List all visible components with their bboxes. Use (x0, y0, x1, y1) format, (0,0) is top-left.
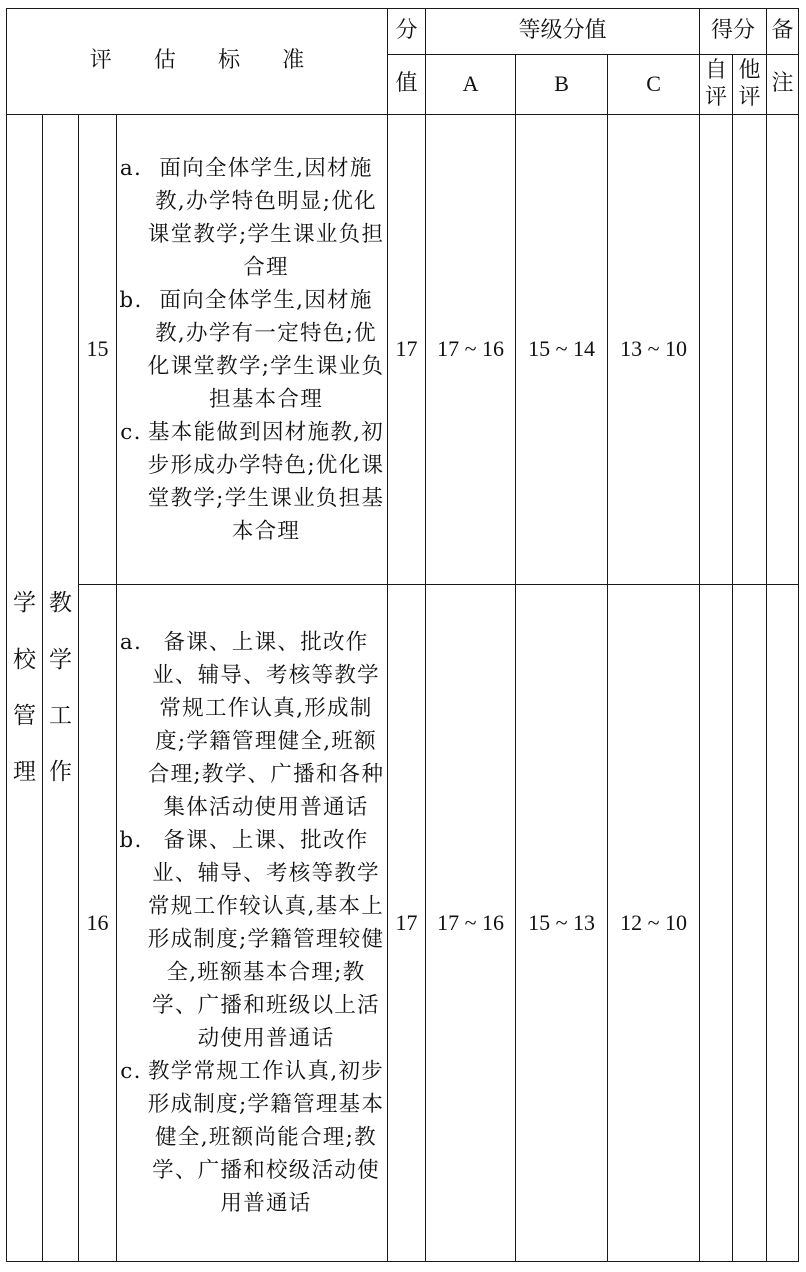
criteria-item: a. 备课、上课、批改作业、辅导、考核等教学常规工作认真,形成制度;学籍管理健全,班额合理;教学、广播和各种集体活动使用普通话 (119, 630, 385, 820)
self-eval-cell (700, 115, 733, 585)
grade-b-header: B (516, 55, 608, 115)
criteria-item: c. 基本能做到因材施教,初步形成办学特色;优化课堂教学;学生课业负担基本合理 (120, 419, 385, 544)
grade-a-header: A (426, 55, 516, 115)
remarks-cell (767, 115, 799, 585)
remarks-header-bottom: 注 (767, 55, 799, 115)
other-eval-header: 他 评 (733, 55, 767, 115)
grade-c-header: C (608, 55, 700, 115)
score-header-bottom: 值 (388, 55, 426, 115)
criteria-item: b. 面向全体学生,因材施教,办学有一定特色;优化课堂教学;学生课业负担基本合理 (119, 287, 385, 412)
self-eval-cell (700, 585, 733, 1262)
remarks-header-top: 备 (767, 9, 799, 55)
other-eval-cell (733, 115, 767, 585)
criteria-cell (117, 585, 388, 1262)
grade-b-range: 15 ~ 14 (516, 115, 608, 585)
criteria-cell (117, 115, 388, 585)
criteria-item: a. 面向全体学生,因材施教,办学特色明显;优化课堂教学;学生课业负担合理 (119, 155, 385, 280)
obtained-score-header: 得分 (700, 9, 767, 55)
criteria-item: c. 教学常规工作认真,初步形成制度;学籍管理基本健全,班额尚能合理;教学、广播和校级活动使用普通话 (120, 1059, 385, 1216)
table-row (7, 115, 799, 585)
item-number: 15 (79, 115, 117, 585)
criteria-header-cell (7, 9, 388, 115)
header-row-1 (7, 9, 799, 55)
table-row (7, 585, 799, 1262)
criteria-item: b. 备课、上课、批改作业、辅导、考核等教学常规工作较认真,基本上形成制度;学籍管理较健全,班额基本合理;教学、广播和班级以上活动使用普通话 (119, 828, 385, 1051)
score-header-top: 分 (388, 9, 426, 55)
grade-values-header: 等级分值 (426, 9, 700, 55)
grade-a-range: 17 ~ 16 (426, 115, 516, 585)
item-number: 16 (79, 585, 117, 1262)
self-eval-header: 自 评 (700, 55, 733, 115)
grade-c-range: 12 ~ 10 (608, 585, 700, 1262)
grade-b-range: 15 ~ 13 (516, 585, 608, 1262)
grade-a-range: 17 ~ 16 (426, 585, 516, 1262)
remarks-cell (767, 585, 799, 1262)
other-eval-cell (733, 585, 767, 1262)
score-value: 17 (388, 115, 426, 585)
subcategory-cell: 教 学 工 作 (43, 115, 79, 1262)
grade-c-range: 13 ~ 10 (608, 115, 700, 585)
category-cell: 学 校 管 理 (7, 115, 43, 1262)
score-value: 17 (388, 585, 426, 1262)
evaluation-table (6, 8, 799, 1262)
criteria-header: 评 估 标 准 (89, 48, 322, 74)
